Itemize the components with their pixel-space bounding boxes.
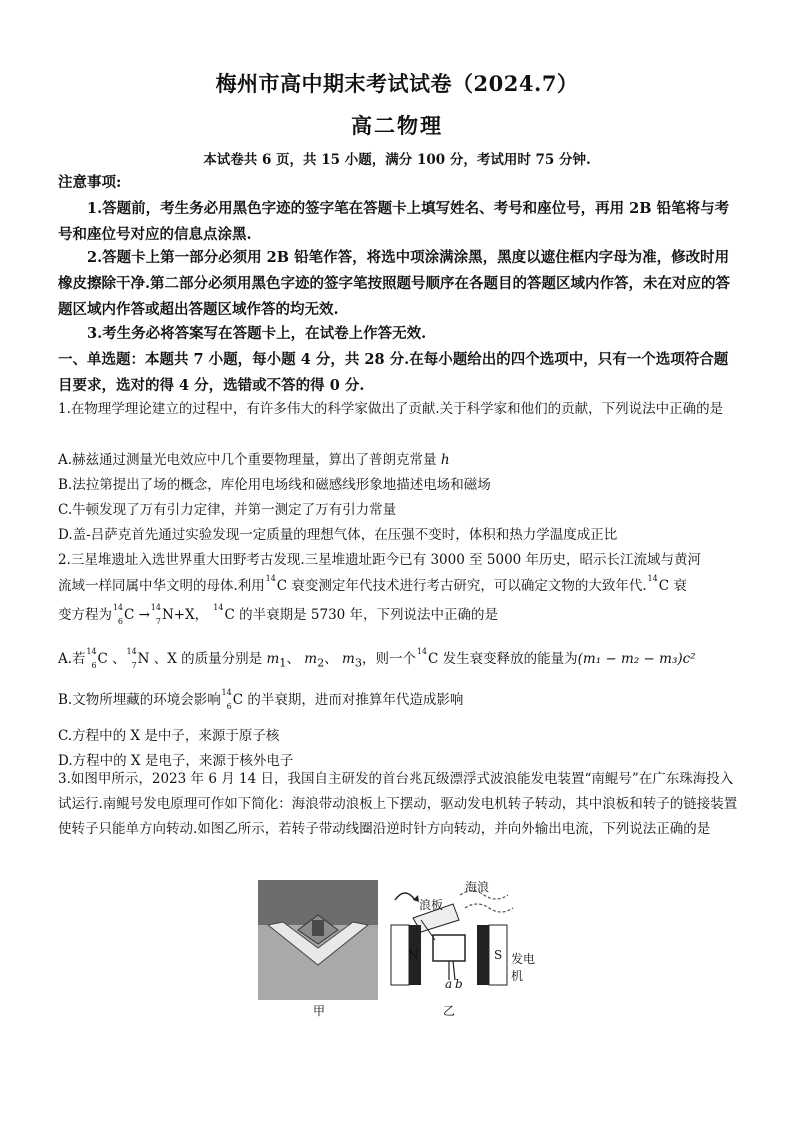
q2-text: C 衰变测定年代技术进行考古研究，可以确定文物的大致年代. bbox=[276, 578, 647, 594]
q1-option-c: C.牛顿发现了万有引力定律，并第一测定了万有引力常量 bbox=[58, 502, 397, 518]
q2-text: 流域一样同属中华文明的母体.利用 bbox=[58, 578, 265, 594]
separator: 、 bbox=[324, 651, 338, 667]
n14-symbol: 14 7 bbox=[150, 603, 161, 626]
figure-yi bbox=[385, 880, 545, 1018]
q1-option-d: D.盖-吕萨克首先通过实验发现一定质量的理想气体，在压强不变时，体积和热力学温度成正比 bbox=[58, 527, 618, 543]
figure-yi-label: 乙 bbox=[443, 1004, 456, 1018]
exam-title: 梅州市高中期末考试试卷（2024.7） bbox=[215, 71, 579, 96]
generator-label: 发电机 bbox=[511, 952, 536, 983]
c14-symbol: 14 bbox=[213, 603, 224, 612]
mass-m1: m bbox=[266, 651, 280, 667]
note-3: 3.考生务必将答案写在答题卡上，在试卷上作答无效. bbox=[87, 325, 427, 342]
exam-subject: 高二物理 bbox=[351, 113, 443, 138]
terminal-b-label: b bbox=[455, 977, 463, 991]
q2-text: C 发生衰变释放的能量为 bbox=[428, 651, 578, 667]
figure-jia bbox=[258, 880, 378, 1018]
terminal-a-label: a bbox=[445, 977, 453, 991]
notes-heading: 注意事项: bbox=[58, 174, 122, 191]
q1-option-a-text: A.赫兹通过测量光电效应中几个重要物理量，算出了普朗克常量 bbox=[58, 452, 437, 468]
subscript: 2 bbox=[317, 656, 325, 670]
c14-symbol: 14 bbox=[416, 647, 428, 656]
energy-formula: (m₁ − m₂ − m₃)c² bbox=[577, 651, 696, 667]
q2-text: C → bbox=[124, 607, 150, 623]
c14-symbol: 14 6 bbox=[221, 688, 232, 711]
q2-text: N+X， bbox=[161, 607, 209, 623]
section1-heading: 一、单选题：本题共 7 小题，每小题 4 分，共 28 分.在每小题给出的四个选项中，只有一个选项符合题目要求，选对的得 4 分，选错或不答的得 0 分. bbox=[58, 351, 729, 394]
q1-stem: 1.在物理学理论建立的过程中，有许多伟大的科学家做出了贡献.关于科学家和他们的贡献，下列说法中正确的是 bbox=[58, 401, 724, 417]
q2-text: C 的半衰期是 5730 年，下列说法中正确的是 bbox=[224, 607, 499, 623]
floating-platform-photo bbox=[258, 880, 378, 1000]
q2-stem-line3 bbox=[58, 603, 738, 626]
figure-jia-label: 甲 bbox=[313, 1004, 326, 1018]
q1-option-a-var: h bbox=[440, 452, 450, 468]
north-pole-label: N bbox=[408, 948, 419, 962]
q2-text: N 、X 的质量分别是 bbox=[137, 651, 263, 667]
wave-label: 海浪 bbox=[465, 880, 490, 894]
q2-stem-line1: 2.三星堆遗址入选世界重大田野考古发现.三星堆遗址距今已有 3000 至 5000 年历史，昭示长江流域与黄河 bbox=[58, 552, 702, 568]
q3-stem: 3.如图甲所示，2023 年 6 月 14 日，我国自主研发的首台兆瓦级漂浮式波浪能发电装置“南鲲号”在广东珠海投入试运行.南鲲号发电原理可作如下简化：海浪带动浪板上下摆动，驱动发电机转子转动，其中浪板和转子的链接装置使转子只能单方向转动.如图乙所示，若转子带动线圈沿逆时针方向转动，并向外输出电流，下列说法正确的是 bbox=[58, 771, 738, 837]
south-pole-label: S bbox=[494, 948, 503, 962]
q2-text: C 衰 bbox=[658, 578, 687, 594]
subscript: 3 bbox=[354, 656, 363, 670]
q2-text: A.若 bbox=[58, 651, 86, 667]
q2-stem-line2 bbox=[58, 574, 738, 594]
q2-text: ，则一个 bbox=[362, 651, 417, 667]
q2-text: B.文物所埋藏的环境会影响 bbox=[58, 692, 221, 708]
q2-option-c: C.方程中的 X 是中子，来源于原子核 bbox=[58, 728, 280, 744]
q2-option-d: D.方程中的 X 是电子，来源于核外电子 bbox=[58, 753, 294, 769]
mass-m2: m bbox=[304, 651, 318, 667]
c14-symbol: 14 6 bbox=[86, 647, 97, 670]
board-label: 浪板 bbox=[419, 898, 444, 912]
q2-text: C 、 bbox=[97, 651, 126, 667]
exam-intro: 本试卷共 6 页，共 15 小题，满分 100 分，考试用时 75 分钟. bbox=[203, 152, 591, 168]
separator: 、 bbox=[286, 651, 300, 667]
mass-m3: m bbox=[342, 651, 355, 667]
q1-option-a bbox=[58, 448, 738, 468]
note-2: 2.答题卡上第一部分必须用 2B 铅笔作答，将选中项涂满涂黑，黑度以遮住框内字母为准，修改时用橡皮擦除干净.第二部分必须用黑色字迹的签字笔按照题号顺序在各题目的答题区域内作答，未在对应的答题区域内作答或超出答题区域作答的均无效. bbox=[58, 249, 731, 318]
c14-symbol: 14 6 bbox=[112, 603, 123, 626]
q2-text: C 的半衰期，进而对推算年代造成影响 bbox=[232, 692, 464, 708]
q1-option-b: B.法拉第提出了场的概念，库伦用电场线和磁感线形象地描述电场和磁场 bbox=[58, 477, 491, 493]
c14-symbol: 14 bbox=[647, 574, 658, 583]
q2-option-b bbox=[58, 688, 738, 711]
c14-symbol: 14 bbox=[265, 574, 276, 583]
subscript: 1 bbox=[279, 656, 287, 670]
q2-text: 变方程为 bbox=[58, 607, 112, 623]
note-1: 1.答题前，考生务必用黑色字迹的签字笔在答题卡上填写姓名、考号和座位号，再用 2B 铅笔将与考号和座位号对应的信息点涂黑. bbox=[58, 200, 730, 243]
n14-symbol: 14 7 bbox=[126, 647, 137, 670]
q2-option-a bbox=[58, 647, 738, 670]
